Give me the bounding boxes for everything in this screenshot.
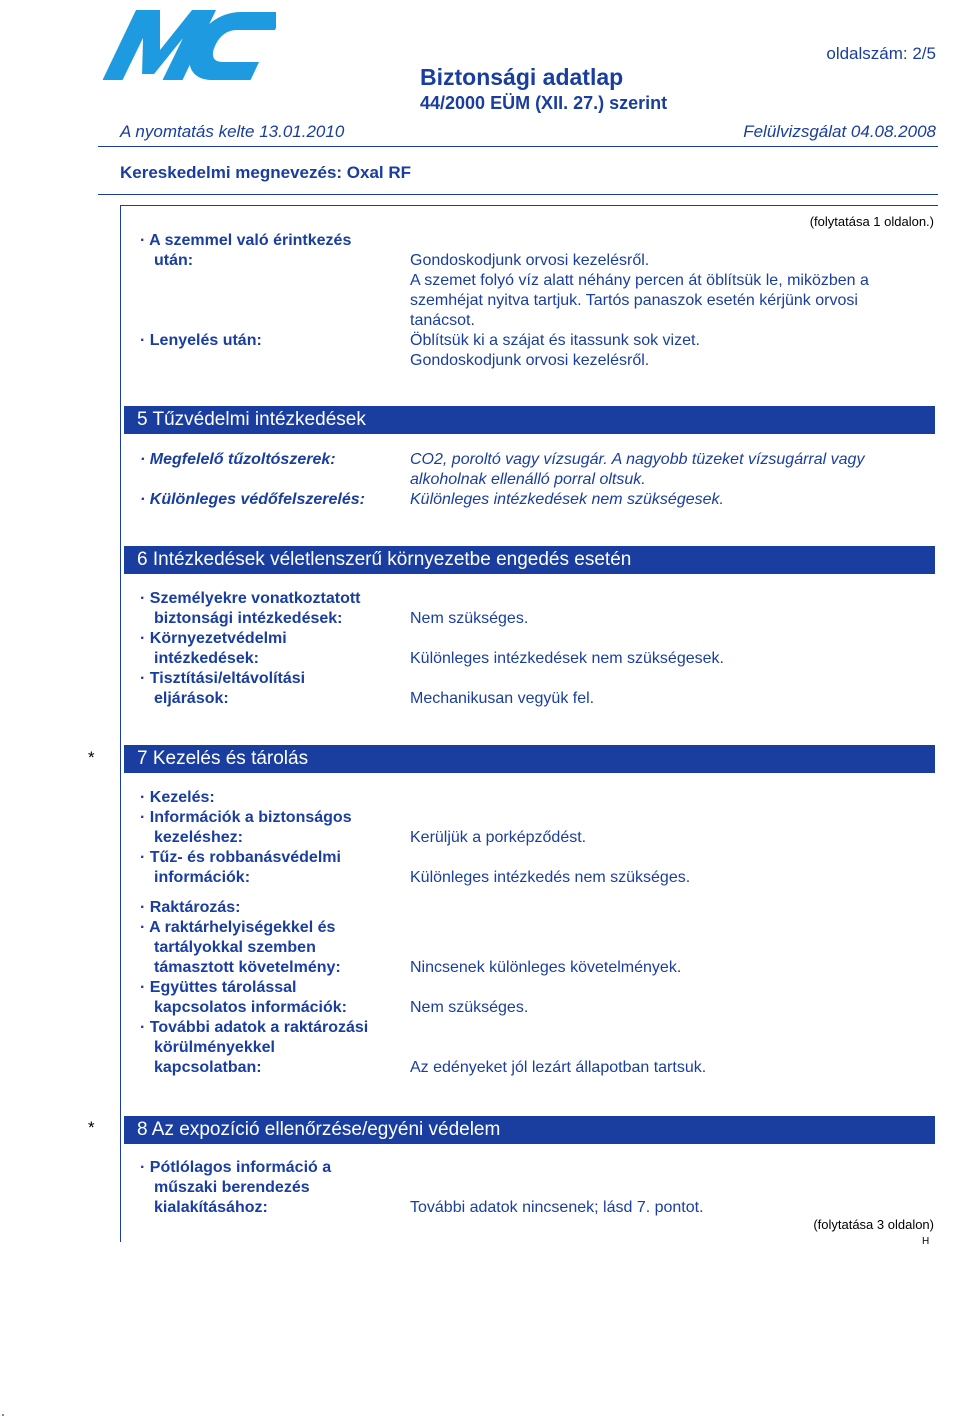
print-date: A nyomtatás kelte 13.01.2010 — [120, 122, 345, 141]
section-heading-6: 6 Intézkedések véletlenszerű környezetbe engedés esetén — [124, 546, 935, 574]
change-marker: * — [88, 748, 95, 767]
personal-precautions-value: Nem szükséges. — [410, 610, 529, 627]
joint-storage-label: · Együttes tárolással — [140, 979, 297, 996]
section-heading-8: 8 Az expozíció ellenőrzése/egyéni védelem — [124, 1116, 935, 1144]
section-heading-5: 5 Tűzvédelmi intézkedések — [124, 406, 935, 434]
joint-storage-value: Nem szükséges. — [410, 999, 529, 1016]
technical-design-label: · Pótlólagos információ a — [140, 1159, 332, 1176]
safe-handling-label-cont: kezeléshez: — [154, 829, 243, 846]
further-storage-value: Az edényeket jól lezárt állapotban tartsuk. — [410, 1059, 707, 1076]
storage-label: · Raktározás: — [140, 899, 241, 916]
storage-requirements-label-cont: tartályokkal szemben — [154, 939, 316, 956]
further-storage-label-cont: körülményekkel — [154, 1039, 275, 1056]
storage-requirements-value: Nincsenek különleges követelmények. — [410, 959, 682, 976]
company-logo — [100, 2, 276, 86]
cleanup-methods-label: · Tisztítási/eltávolítási — [140, 670, 306, 687]
swallowing-line: Gondoskodjunk orvosi kezelésről. — [410, 352, 650, 369]
change-marker: * — [88, 1118, 95, 1137]
environmental-precautions-label-cont: intézkedések: — [154, 650, 259, 667]
fire-protection-label: · Tűz- és robbanásvédelmi — [140, 849, 341, 866]
environmental-precautions-label: · Környezetvédelmi — [140, 630, 287, 647]
page-number: oldalszám: 2/5 — [826, 44, 936, 63]
eye-contact-line: Gondoskodjunk orvosi kezelésről. — [410, 252, 650, 269]
extinguishing-media-line: CO2, poroltó vagy vízsugár. A nagyobb tüzeket vízsugárral vagy — [410, 451, 865, 468]
eye-contact-line: A szemet folyó víz alatt néhány percen át öblítsük le, miközben a — [410, 272, 869, 289]
protective-equipment-value: Különleges intézkedések nem szükségesek. — [410, 491, 724, 508]
extinguishing-media-label: · Megfelelő tűzoltószerek: — [140, 451, 336, 468]
document-title: Biztonsági adatlap — [420, 64, 624, 90]
section-heading-7: 7 Kezelés és tárolás — [124, 745, 935, 773]
safe-handling-label: · Információk a biztonságos — [140, 809, 352, 826]
continuation-note-top: (folytatása 1 oldalon.) — [809, 214, 934, 229]
safe-handling-value: Kerüljük a porképződést. — [410, 829, 587, 846]
eye-contact-label-cont: után: — [154, 252, 194, 269]
fire-protection-label-cont: információk: — [154, 869, 251, 886]
joint-storage-label-cont: kapcsolatos információk: — [154, 999, 347, 1016]
further-storage-label: · További adatok a raktározási — [140, 1019, 369, 1036]
regulation-reference: 44/2000 EÜM (XII. 27.) szerint — [420, 93, 668, 113]
swallowing-label: · Lenyelés után: — [140, 332, 262, 349]
footer-mark: H — [922, 1236, 930, 1247]
environmental-precautions-value: Különleges intézkedések nem szükségesek. — [410, 650, 724, 667]
continuation-note-bottom: (folytatása 3 oldalon) — [813, 1217, 934, 1232]
page-corner-mark — [2, 1414, 4, 1416]
extinguishing-media-line: alkoholnak ellenálló porral oltsuk. — [410, 471, 646, 488]
storage-requirements-label: · A raktárhelyiségekkel és — [140, 919, 336, 936]
technical-design-label-cont: műszaki berendezés — [154, 1179, 310, 1196]
technical-design-label-cont: kialakításához: — [154, 1199, 268, 1216]
handling-label: · Kezelés: — [140, 789, 215, 806]
protective-equipment-label: · Különleges védőfelszerelés: — [140, 491, 365, 508]
technical-design-value: További adatok nincsenek; lásd 7. pontot. — [410, 1199, 704, 1216]
storage-requirements-label-cont: támasztott követelmény: — [154, 959, 341, 976]
cleanup-methods-label-cont: eljárások: — [154, 690, 229, 707]
further-storage-label-cont: kapcsolatban: — [154, 1059, 262, 1076]
eye-contact-line: tanácsot. — [410, 312, 475, 329]
header-divider — [98, 146, 938, 147]
personal-precautions-label-cont: biztonsági intézkedések: — [154, 610, 343, 627]
trade-name: Kereskedelmi megnevezés: Oxal RF — [120, 163, 412, 182]
cleanup-methods-value: Mechanikusan vegyük fel. — [410, 690, 595, 707]
fire-protection-value: Különleges intézkedés nem szükséges. — [410, 869, 691, 886]
eye-contact-label: · A szemmel való érintkezés — [140, 232, 352, 249]
revision-date: Felülvizsgálat 04.08.2008 — [743, 122, 936, 141]
eye-contact-line: szemhéjat nyitva tartjuk. Tartós panaszok esetén kérjünk orvosi — [410, 292, 858, 309]
swallowing-line: Öblítsük ki a szájat és itassunk sok vizet. — [410, 332, 700, 349]
header-divider-2 — [98, 194, 938, 195]
personal-precautions-label: · Személyekre vonatkoztatott — [140, 590, 361, 607]
